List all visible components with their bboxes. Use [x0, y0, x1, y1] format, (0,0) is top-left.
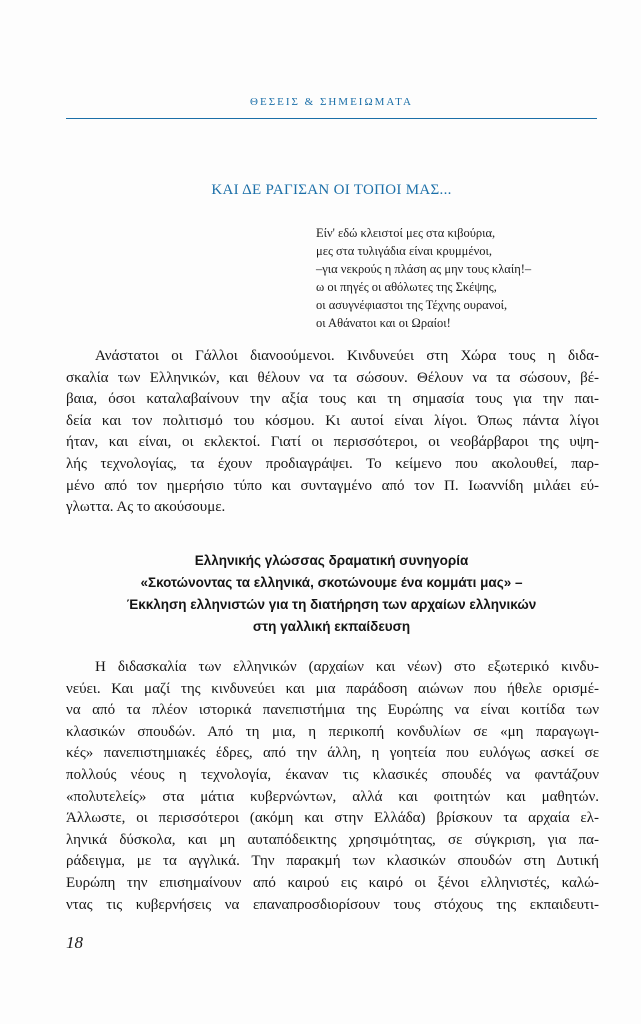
- paragraph-line: ντας τις κυβερνήσεις να επαναπροσδιορίσουν τους στόχους της εκπαιδευτι-: [66, 896, 599, 913]
- paragraph-line: κλασικών σπουδών. Από τη μια, η περικοπή κονδυλίων σε «μη παραγωγι-: [66, 723, 599, 740]
- paragraph-line: ληνικά δύσκολα, και μη αυταπόδεικτης χρησιμότητας, σε σύγκριση, για πα-: [66, 831, 599, 848]
- heading-line: Έκκληση ελληνιστών για τη διατήρηση των αρχαίων ελληνικών: [126, 597, 537, 612]
- paragraph-line: «πολυτελείς» στα μάτια κυβερνώντων, αλλά και φοιτητών και μαθητών.: [66, 788, 599, 805]
- poem-line: –για νεκρούς η πλάση ας μην τους κλαίη!–: [316, 262, 532, 276]
- poem-line: Είν' εδώ κλειστοί μες στα κιβούρια,: [316, 226, 496, 240]
- poem-line: οι ασυγνέφιαστοι της Τέχνης ουρανοί,: [316, 298, 508, 312]
- running-header: ΘΕΣΕΙΣ & ΣΗΜΕΙΩΜΑΤΑ: [250, 96, 413, 108]
- paragraph-line: ήταν, και είναι, οι εκλεκτοί. Γιατί οι περισσότεροι, οι νεοβάρβαροι της υψη-: [66, 434, 599, 451]
- section-title: ΚΑΙ ΔΕ ΡΑΓΙΣΑΝ ΟΙ ΤΟΠΟΙ ΜΑΣ...: [211, 182, 452, 198]
- paragraph-line: Η διδασκαλία των ελληνικών (αρχαίων και νέων) στο εξωτερικό κινδυ-: [95, 659, 599, 675]
- paragraph-line: βαια, όσοι καταλαβαίνουν την αξία τους και τη σημασία τους για την παι-: [66, 391, 599, 408]
- paragraph-line: λής τεχνολογίας, τα έχουν προδιαγράψει. Το κείμενο που ακολουθεί, παρ-: [66, 455, 599, 472]
- paragraph-line: να από τα πλέον ιστορικά πανεπιστήμια της Ευρώπης να είναι κοιτίδα των: [66, 702, 599, 719]
- poem-line: οι Αθάνατοι και οι Ωραίοι!: [316, 316, 451, 330]
- paragraph-line: Άλλωστε, οι περισσότεροι (ακόμη και στην Ελλάδα) βρίσκουν τα αρχαία ελ-: [66, 810, 599, 827]
- poem-line: μες στα τυλιγάδια είναι κρυμμένοι,: [316, 244, 493, 258]
- heading-line: στη γαλλική εκπαίδευση: [252, 619, 411, 634]
- paragraph-line: κές» πανεπιστημιακές έδρες, από την άλλη, η γοητεία που ευλόγως ασκεί σε: [66, 745, 599, 762]
- poem-line: ω οι πηγές οι αθόλωτες της Σκέψης,: [316, 280, 497, 294]
- paragraph-line: σκαλία των Ελληνικών, και θέλουν να τα σώσουν. Θέλουν να τα σώσουν, βέ-: [66, 369, 599, 386]
- paragraph-line: Ευρώπη την επισημαίνουν από καιρού εις καιρό οι ξένοι ελληνιστές, καλώ-: [66, 874, 599, 891]
- paragraph-line: μένο από τον ημερήσιο τύπο και συνταγμένο από τον Π. Ιωαννίδη μιλάει εύ-: [66, 477, 599, 494]
- page-number: 18: [66, 933, 83, 952]
- paragraph-line: νεύει. Και μαζί της κινδυνεύει και μια παράδοση αιώνων που ήθελε ορισμέ-: [66, 680, 599, 697]
- header-rule: [66, 118, 597, 119]
- article-heading: [66, 550, 597, 638]
- paragraph-line: ράδειγμα, με τα αγγλικά. Την παρακμή των κλασικών σπουδών στη Δυτική: [66, 853, 599, 870]
- heading-line: «Σκοτώνοντας τα ελληνικά, σκοτώνουμε ένα κομμάτι μας» –: [140, 575, 523, 590]
- epigraph-poem: [316, 224, 531, 332]
- body-paragraph: [66, 657, 599, 916]
- paragraph-line: γλωττα. Ας το ακούσουμε.: [66, 499, 226, 516]
- heading-line: Ελληνικής γλώσσας δραματική συνηγορία: [194, 553, 469, 568]
- paragraph-line: δεία και τον πολιτισμό του κόσμου. Κι αυτοί είναι λίγοι. Όπως πάντα λίγοι: [66, 412, 599, 429]
- paragraph-line: Ανάστατοι οι Γάλλοι διανοούμενοι. Κινδυνεύει στη Χώρα τους η διδα-: [95, 348, 599, 364]
- intro-paragraph: [66, 346, 599, 519]
- paragraph-line: πολλούς νέους η τεχνολογία, έκαναν τις κλασικές σπουδές να φαντάζουν: [66, 766, 599, 783]
